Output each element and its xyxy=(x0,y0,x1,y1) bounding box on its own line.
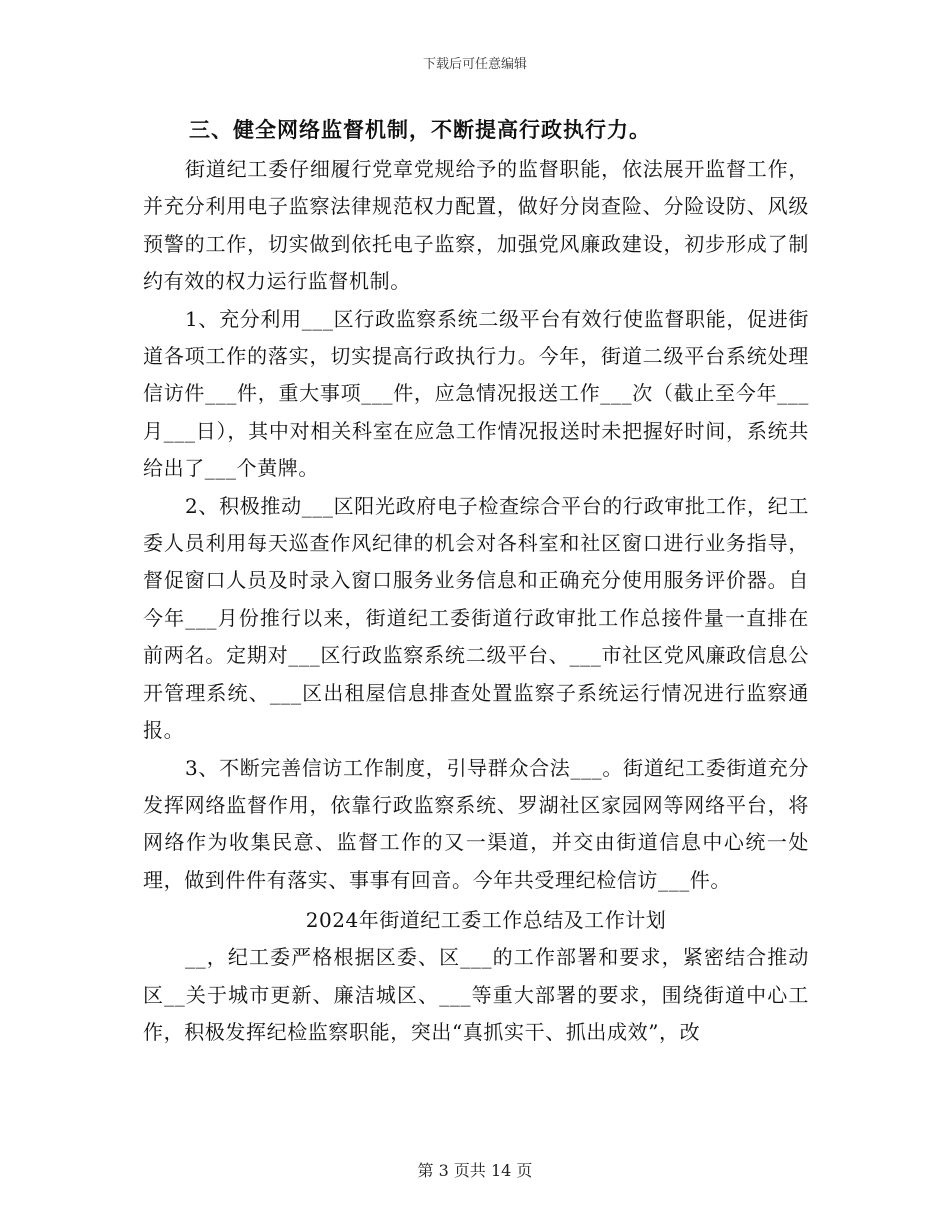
page-header: 下载后可任意编辑 xyxy=(422,57,527,72)
paragraph-item-3: 3、不断完善信访工作制度，引导群众合法___。街道纪工委街道充分发挥网络监督作用，依靠行政监察系统、罗湖社区家园网等网络平台，将网络作为收集民意、监督工作的又一渠道，并交由街道信息中心统一处理，做到件件有落实、事事有回音。今年共受理纪检信访___件。 xyxy=(143,755,809,892)
page-footer: 第 3 页共 14 页 xyxy=(417,1161,533,1180)
section-heading: 三、健全网络监督机制，不断提高行政执行力。 xyxy=(189,118,651,142)
paragraph-item-1: 1、充分利用___区行政监察系统二级平台有效行使监督职能，促进街道各项工作的落实，切实提高行政执行力。今年，街道二级平台系统处理信访件___件，重大事项___件，应急情况报送工作___次（截止至今年___月___日），其中对相关科室在应急工作情况报送时未把握好时间，系统共给出了___个黄牌。 xyxy=(143,306,809,481)
paragraph-item-2: 2、积极推动___区阳光政府电子检查综合平台的行政审批工作，纪工委人员利用每天巡查作风纪律的机会对各科室和社区窗口进行业务指导，督促窗口人员及时录入窗口服务业务信息和正确充分使用服务评价器。自今年___月份推行以来，街道纪工委街道行政审批工作总接件量一直排在前两名。定期对___区行政监察系统二级平台、___市社区党风廉政信息公开管理系统、___区出租屋信息排查处置监察子系统运行情况进行监察通报。 xyxy=(143,493,809,743)
document-body xyxy=(143,112,809,1051)
paragraph-summary-intro: __，纪工委严格根据区委、区___的工作部署和要求，紧密结合推动区__关于城市更新、廉洁城区、___等重大部署的要求，围绕街道中心工作，积极发挥纪检监察职能，突出“真抓实干、抓出成效”，改 xyxy=(143,945,809,1044)
document-title: 2024年街道纪工委工作总结及工作计划 xyxy=(305,908,667,933)
paragraph-intro: 街道纪工委仔细履行党章党规给予的监督职能，依法展开监督工作，并充分利用电子监察法律规范权力配置，做好分岗查险、分险设防、风级预警的工作，切实做到依托电子监察，加强党风廉政建设，初步形成了制约有效的权力运行监督机制。 xyxy=(143,157,809,294)
